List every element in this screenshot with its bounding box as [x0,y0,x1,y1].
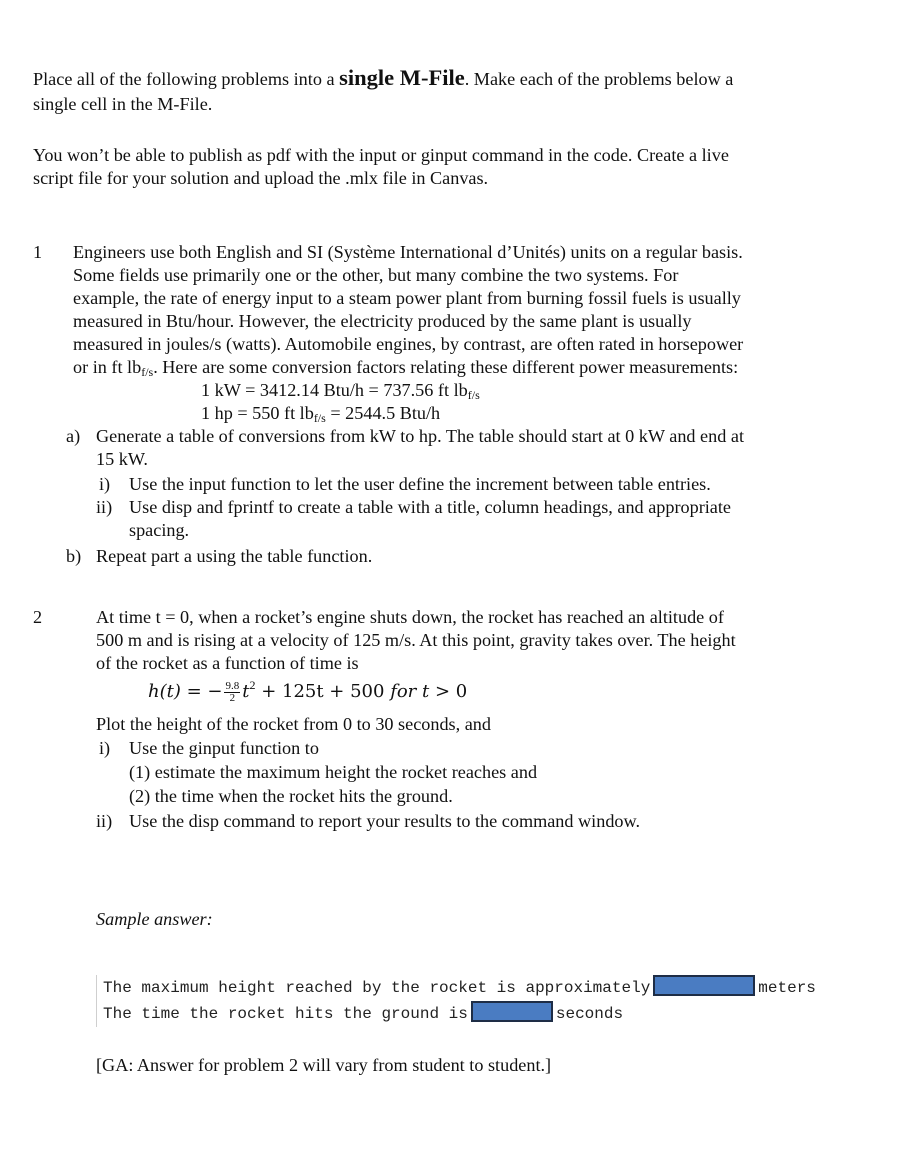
intro-text: Place all of the following problems into a [33,69,340,89]
answer-blank-height [653,975,755,996]
sample-answer-label: Sample answer: [96,909,213,929]
equation-exponent: 2 [249,678,256,692]
conversion-factor-2 [201,402,440,425]
problem-2-i-label: i) [99,738,111,758]
part-a-line: Generate a table of conversions from kW to hp. The table should start at 0 kW and end at [96,426,744,446]
part-a-label: a) [66,426,81,446]
intro-paragraph-1-line-1 [33,66,733,91]
problem-1-line: Engineers use both English and SI (Système International d’Unités) units on a regular basis. [73,242,743,262]
sample-output-line-1 [103,975,903,1001]
conversion-text: 1 kW = 3412.14 Btu/h = 737.56 ft lb [201,380,468,400]
sample-output-line-2 [103,1001,903,1027]
intro-paragraph-2-line-1: You won’t be able to publish as pdf with the input or ginput command in the code. Create a live [33,145,729,165]
conversion-text: 1 hp = 550 ft lb [201,403,314,423]
part-a-i-label: i) [99,474,111,494]
subscript: f/s [141,365,154,379]
problem-1-line: measured in joules/s (watts). Automobile engines, by contrast, are often rated in horsepower [73,334,744,354]
intro-paragraph-2-line-2: script file for your solution and upload the .mlx file in Canvas. [33,168,489,188]
equation-condition: > 0 [429,681,468,702]
intro-paragraph-1-line-2: single cell in the M-File. [33,94,213,114]
answer-blank-time [471,1001,553,1022]
part-a-line: 15 kW. [96,449,148,469]
intro-text: . Make each of the problems below a [464,69,734,89]
fraction-numerator: 9.8 [225,680,240,693]
sample-output-unit: seconds [555,1005,624,1023]
problem-2-ii-label: ii) [96,811,113,831]
equation-variable: t [242,681,250,702]
problem-2-line: of the rocket as a function of time is [96,653,359,673]
problem-1-text: or in ft lb [73,357,142,377]
part-a-ii-line: spacing. [129,520,190,540]
conversion-text: = 2544.5 Btu/h [325,403,441,423]
equation-lhs: h(t) [148,681,181,702]
equation-fraction [224,681,240,704]
subscript: f/s [313,411,326,425]
conversion-factor-1 [201,379,480,402]
problem-1-line [73,356,738,379]
problem-2-plot-text: Plot the height of the rocket from 0 to 30 seconds, and [96,714,491,734]
problem-2-number: 2 [33,607,43,627]
equation-condition-text: for t [390,681,430,702]
problem-2-line: At time t = 0, when a rocket’s engine shuts down, the rocket has reached an altitude of [96,607,724,627]
sample-output-text: The maximum height reached by the rocket is approximately [103,979,651,997]
part-a-ii-line: Use disp and fprintf to create a table with a title, column headings, and appropriate [129,497,732,517]
height-equation [148,680,467,704]
part-b-label: b) [66,546,82,566]
part-a-i-text: Use the input function to let the user define the increment between table entries. [129,474,711,494]
equation-terms: + 125t + 500 [255,681,391,702]
subscript: f/s [467,388,480,402]
problem-1-line: example, the rate of energy input to a steam power plant from burning fossil fuels is usually [73,288,741,308]
intro-bold-text: single M-File [339,65,465,90]
problem-2-ii-text: Use the disp command to report your results to the command window. [129,811,641,831]
problem-2-line: 500 m and is rising at a velocity of 125 m/s. At this point, gravity takes over. The height [96,630,736,650]
equation-operator: = − [180,681,223,702]
part-b-text: Repeat part a using the table function. [96,546,373,566]
grader-note: [GA: Answer for problem 2 will vary from student to student.] [96,1055,552,1075]
problem-1-line: measured in Btu/hour. However, the electricity produced by the same plant is usually [73,311,692,331]
sample-output-text: The time the rocket hits the ground is [103,1005,468,1023]
sample-output-block [96,975,903,1027]
problem-2-sub-item-1: (1) estimate the maximum height the rocket reaches and [129,762,538,782]
problem-1-text: . Here are some conversion factors relating these different power measurements: [153,357,739,377]
problem-1-number: 1 [33,242,43,262]
problem-2-i-text: Use the ginput function to [129,738,319,758]
problem-1-line: Some fields use primarily one or the other, but many combine the two systems. For [73,265,679,285]
problem-2-sub-item-2: (2) the time when the rocket hits the ground. [129,786,453,806]
sample-output-unit: meters [758,979,816,997]
fraction-denominator: 2 [229,692,236,705]
part-a-ii-label: ii) [96,497,113,517]
